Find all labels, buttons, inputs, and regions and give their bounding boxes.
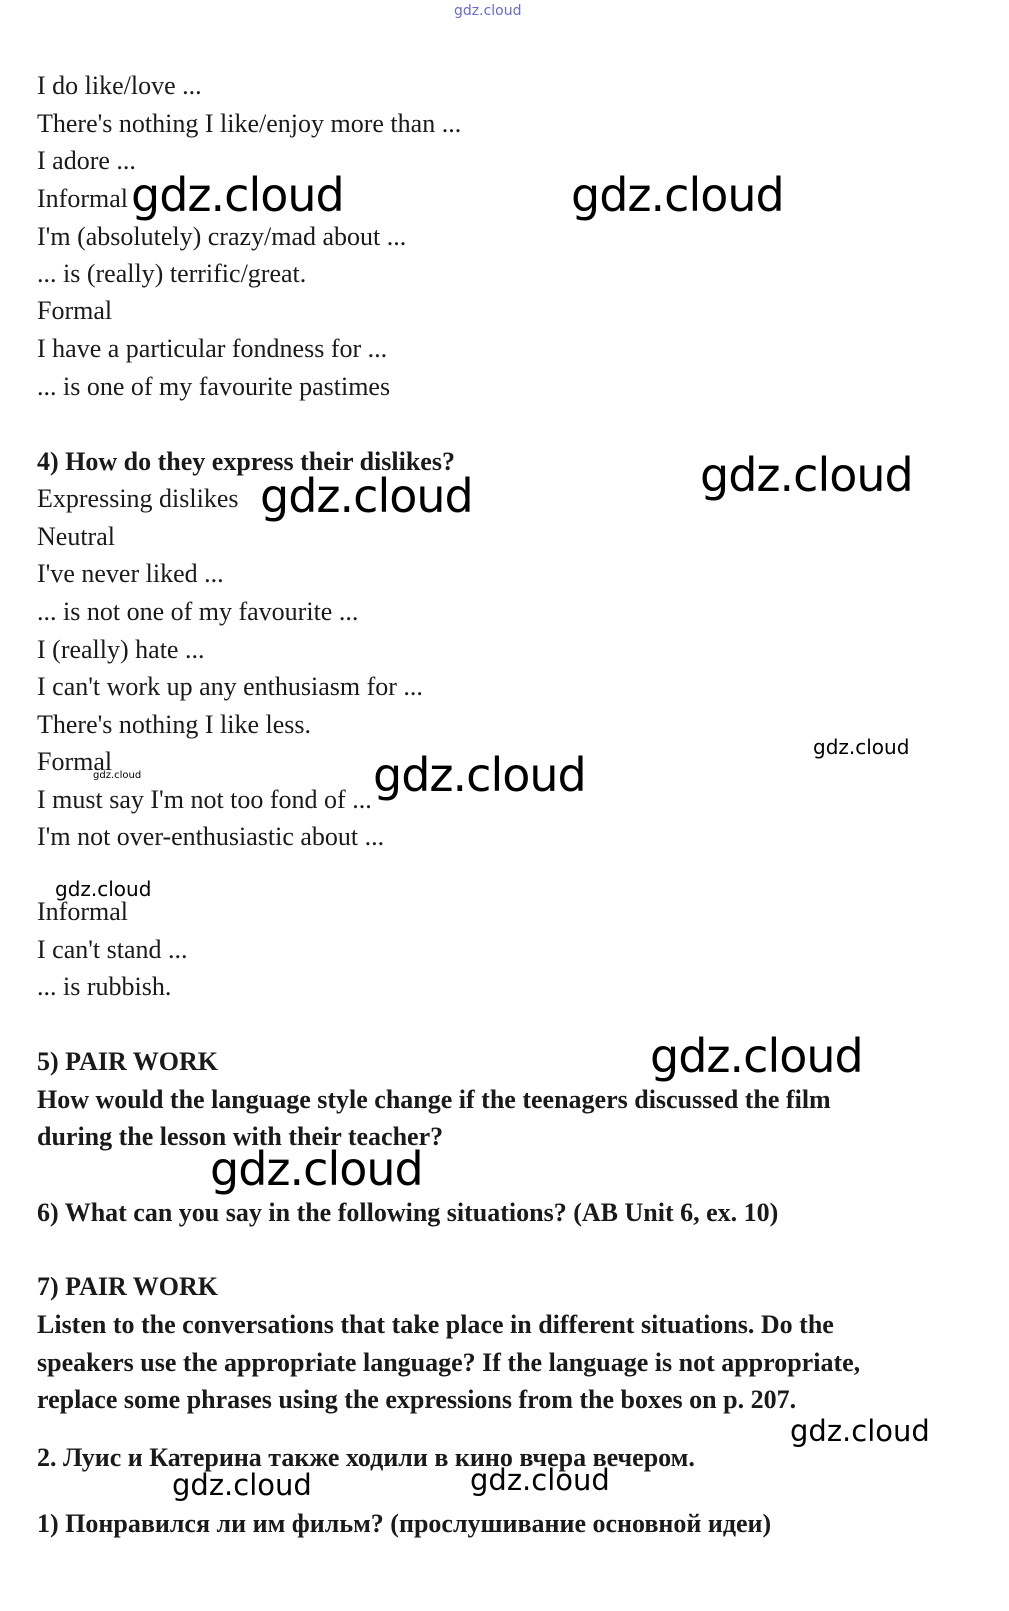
- top-watermark: gdz.cloud: [454, 3, 522, 19]
- watermark: gdz.cloud: [571, 168, 784, 222]
- watermark: gdz.cloud: [650, 1029, 863, 1083]
- watermark: gdz.cloud: [813, 735, 910, 759]
- question-heading: 6) What can you say in the following situations? (AB Unit 6, ex. 10): [37, 1198, 779, 1227]
- watermark: gdz.cloud: [131, 168, 344, 222]
- text-line: Informal: [37, 184, 128, 213]
- question-heading: 5) PAIR WORK: [37, 1047, 219, 1076]
- question-text: Listen to the conversations that take place in different situations. Do the: [37, 1310, 834, 1339]
- text-line: I have a particular fondness for ...: [37, 334, 388, 363]
- question-text: during the lesson with their teacher?: [37, 1122, 444, 1151]
- text-line: I must say I'm not too fond of ...: [37, 785, 372, 814]
- question-heading: 7) PAIR WORK: [37, 1272, 219, 1301]
- text-line: ... is (really) terrific/great.: [37, 259, 307, 288]
- text-line: I (really) hate ...: [37, 635, 205, 664]
- question-heading: 4) How do they express their dislikes?: [37, 447, 455, 476]
- text-line: Formal: [37, 747, 113, 776]
- text-line: Expressing dislikes: [37, 484, 239, 513]
- watermark: gdz.cloud: [172, 1468, 312, 1502]
- question-text: How would the language style change if the teenagers discussed the film: [37, 1085, 831, 1114]
- text-line: I'm (absolutely) crazy/mad about ...: [37, 222, 407, 251]
- text-line: Informal: [37, 897, 128, 926]
- task-heading: 2. Луис и Катерина также ходили в кино вчера вечером.: [37, 1443, 695, 1472]
- text-line: Formal: [37, 296, 113, 325]
- watermark: gdz.cloud: [210, 1142, 423, 1196]
- text-line: ... is not one of my favourite ...: [37, 597, 359, 626]
- task-heading: 1) Понравился ли им фильм? (прослушивание основной идеи): [37, 1509, 772, 1538]
- text-line: I can't stand ...: [37, 935, 188, 964]
- watermark: gdz.cloud: [373, 748, 586, 802]
- text-line: ... is rubbish.: [37, 972, 172, 1001]
- watermark: gdz.cloud: [93, 770, 142, 781]
- watermark: gdz.cloud: [790, 1414, 930, 1448]
- watermark: gdz.cloud: [700, 448, 913, 502]
- text-line: There's nothing I like/enjoy more than ...: [37, 109, 462, 138]
- text-line: I do like/love ...: [37, 71, 202, 100]
- watermark: gdz.cloud: [55, 877, 152, 901]
- watermark: gdz.cloud: [260, 469, 473, 523]
- text-line: I'm not over-enthusiastic about ...: [37, 822, 385, 851]
- text-line: I can't work up any enthusiasm for ...: [37, 672, 423, 701]
- text-line: Neutral: [37, 522, 115, 551]
- text-line: I adore ...: [37, 146, 136, 175]
- text-line: ... is one of my favourite pastimes: [37, 372, 391, 401]
- text-line: I've never liked ...: [37, 559, 224, 588]
- watermark: gdz.cloud: [470, 1463, 610, 1497]
- question-text: replace some phrases using the expressions from the boxes on p. 207.: [37, 1385, 797, 1414]
- question-text: speakers use the appropriate language? If the language is not appropriate,: [37, 1348, 861, 1377]
- text-line: There's nothing I like less.: [37, 710, 312, 739]
